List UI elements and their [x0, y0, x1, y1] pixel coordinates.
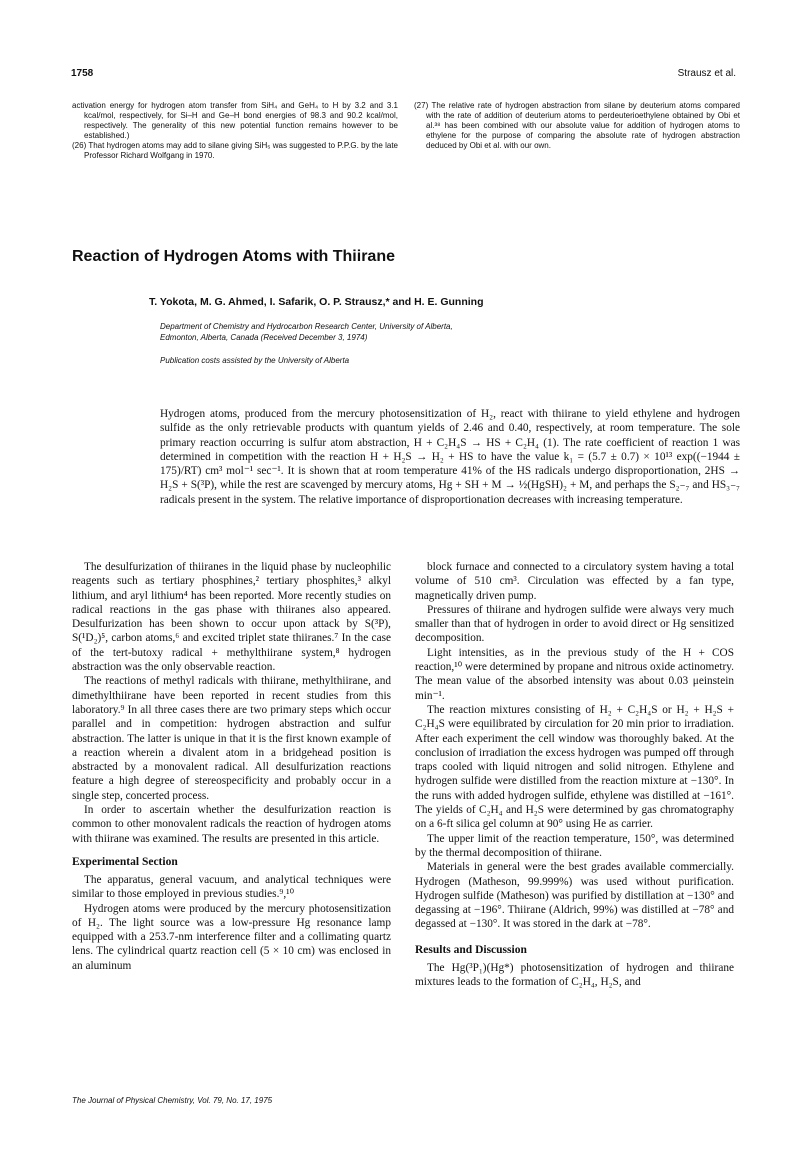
body-paragraph: In order to ascertain whether the desulfurization reaction is common to other monovalent radicals the reaction of hydrogen atoms with thiirane was examined. The results are presented in this article.: [72, 804, 391, 845]
footnote: activation energy for hydrogen atom transfer from SiH₄ and GeH₄ to H by 3.2 and 3.1 kcal/mol, respectively, for Si–H and Ge–H bond energies of 98.3 and 90.2 kcal/mol, respectively. The generality of this new potential function remains however to be established.): [72, 101, 398, 140]
section-heading-results: Results and Discussion: [415, 943, 527, 956]
body-paragraph: The reaction mixtures consisting of H₂ + C₂H₄S or H₂ + H₂S + C₂H₄S were equilibrated by circulation for 20 min prior to irradiation. After each experiment the cell window was thoroughly baked. At the conclusion of irradiation the excess hydrogen was pumped off through traps cooled with liquid nitrogen and solid nitrogen. Ethylene and hydrogen sulfide were distilled from the reaction mixture at −130°. In the runs with added hydrogen sulfide, ethylene was distilled at −161°. The yields of C₂H₄ and H₂S were determined by gas chromatography on a 6-ft silica gel column at 90° using He as carrier.: [415, 703, 734, 831]
running-title: Strausz et al.: [677, 68, 736, 79]
body-paragraph: The reactions of methyl radicals with thiirane, methylthiirane, and dimethylthiirane have been reported in recent studies from this laboratory.⁹ In all three cases there are two primary steps which occur parallel and in competition: hydrogen abstraction and sulfur abstraction. The latter is unique in that it is the first known example of a reaction wherein a divalent atom in a bridgehead position is abstracted by a monovalent radical. All desulfurization reactions feature a high degree of stereospecificity and probably occur in a single step, concerted process.: [72, 675, 391, 802]
left-column: [72, 560, 391, 973]
page-number: 1758: [71, 68, 94, 79]
footnote: (26) That hydrogen atoms may add to silane giving SiH₅ was suggested to P.P.G. by the late Professor Richard Wolfgang in 1970.: [72, 141, 398, 160]
affiliation: [160, 321, 600, 343]
body-paragraph: Materials in general were the best grades available commercially. Hydrogen (Matheson, 99.999%) was used without purification. Hydrogen sulfide (Matheson) was purified by distillation at −130° and degassing at −196°. Thiirane (Aldrich, 99%) was distilled at −78° and degassed at −130°. It was stored in the dark at −78°.: [415, 861, 734, 931]
footnote: (27) The relative rate of hydrogen abstraction from silane by deuterium atoms compared with the rate of addition of deuterium atoms to perdeuterioethylene obtained by Obi et al.³⁸ has been combined with our absolute value for addition of hydrogen atoms to ethylene for the purpose of comparing the absolute rate of hydrogen abstraction deduced by Obi et al. with our own.: [414, 101, 740, 150]
body-paragraph: Pressures of thiirane and hydrogen sulfide were always very much smaller than that of hydrogen in order to avoid direct or Hg sensitized decomposition.: [415, 603, 734, 645]
affiliation-line: Edmonton, Alberta, Canada (Received December 3, 1974): [160, 333, 368, 342]
publication-costs-note: Publication costs assisted by the University of Alberta: [160, 356, 350, 365]
body-paragraph: The upper limit of the reaction temperature, 150°, was determined by the thermal decomposition of thiirane.: [415, 832, 734, 859]
journal-footer: The Journal of Physical Chemistry, Vol. 79, No. 17, 1975: [72, 1096, 273, 1105]
author-list: T. Yokota, M. G. Ahmed, I. Safarik, O. P. Strausz,* and H. E. Gunning: [149, 296, 484, 308]
body-paragraph: Light intensities, as in the previous study of the H + COS reaction,¹⁰ were determined by propane and nitrous oxide actinometry. The mean value of the absorbed intensity was about 0.03 μeinstein min⁻¹.: [415, 646, 734, 702]
body-paragraph: block furnace and connected to a circulatory system having a total volume of 510 cm³. Circulation was effected by a fan type, magnetically driven pump.: [415, 561, 734, 602]
footnotes-right: [414, 101, 740, 151]
right-column: [415, 560, 734, 989]
footnotes-left: [72, 101, 398, 161]
abstract: Hydrogen atoms, produced from the mercury photosensitization of H₂, react with thiirane to yield ethylene and hydrogen sulfide as the only retrievable products with quantum yields of 2.46 and 0.40, respectively, at room temperature. The sole primary reaction occurring is sulfur atom abstraction, H + C₂H₄S → HS + C₂H₄ (1). The rate coefficient of reaction 1 was determined in competition with the reaction H + H₂S → H₂ + HS to have the value k₁ = (5.7 ± 0.7) × 10¹³ exp((−1944 ± 175)/RT) cm³ mol⁻¹ sec⁻¹. It is shown that at room temperature 41% of the HS radicals undergo disproportionation, 2HS → H₂S + S(³P), while the rest are scavenged by mercury atoms, Hg + SH + M → ½(HgSH)₂ + M, and perhaps the S₂₋₇ and HS₃₋₇ radicals present in the system. The relative importance of disproportionation decreases with increasing temperature.: [160, 408, 740, 506]
body-paragraph: The desulfurization of thiiranes in the liquid phase by nucleophilic reagents such as tertiary phosphines,² tertiary phosphites,³ alkyl lithium, and aryl lithium⁴ has been reported. More recently studies on radical reactions in the gas phase with thiiranes also appeared. Desulfurization has been shown to occur upon attack by S(³P), S(¹D₂)⁵, carbon atoms,⁶ and excited triplet state thiiranes.⁷ In the case of the tert-butoxy radical + methylthiirane system,⁸ hydrogen abstraction was the only observable reaction.: [72, 561, 391, 674]
article-title: Reaction of Hydrogen Atoms with Thiirane: [72, 248, 395, 265]
section-heading-experimental: Experimental Section: [72, 855, 178, 868]
affiliation-line: Department of Chemistry and Hydrocarbon Research Center, University of Alberta,: [160, 322, 453, 331]
body-paragraph: Hydrogen atoms were produced by the mercury photosensitization of H₂. The light source was a low-pressure Hg resonance lamp equipped with a 253.7-nm interference filter and a collimating quartz lens. The cylindrical quartz reaction cell (5 × 10 cm) was enclosed in an aluminum: [72, 902, 391, 972]
body-paragraph: The Hg(³P₁)(Hg*) photosensitization of hydrogen and thiirane mixtures leads to the formation of C₂H₄, H₂S, and: [415, 961, 734, 989]
body-paragraph: The apparatus, general vacuum, and analytical techniques were similar to those employed in previous studies.⁹,¹⁰: [72, 873, 391, 901]
